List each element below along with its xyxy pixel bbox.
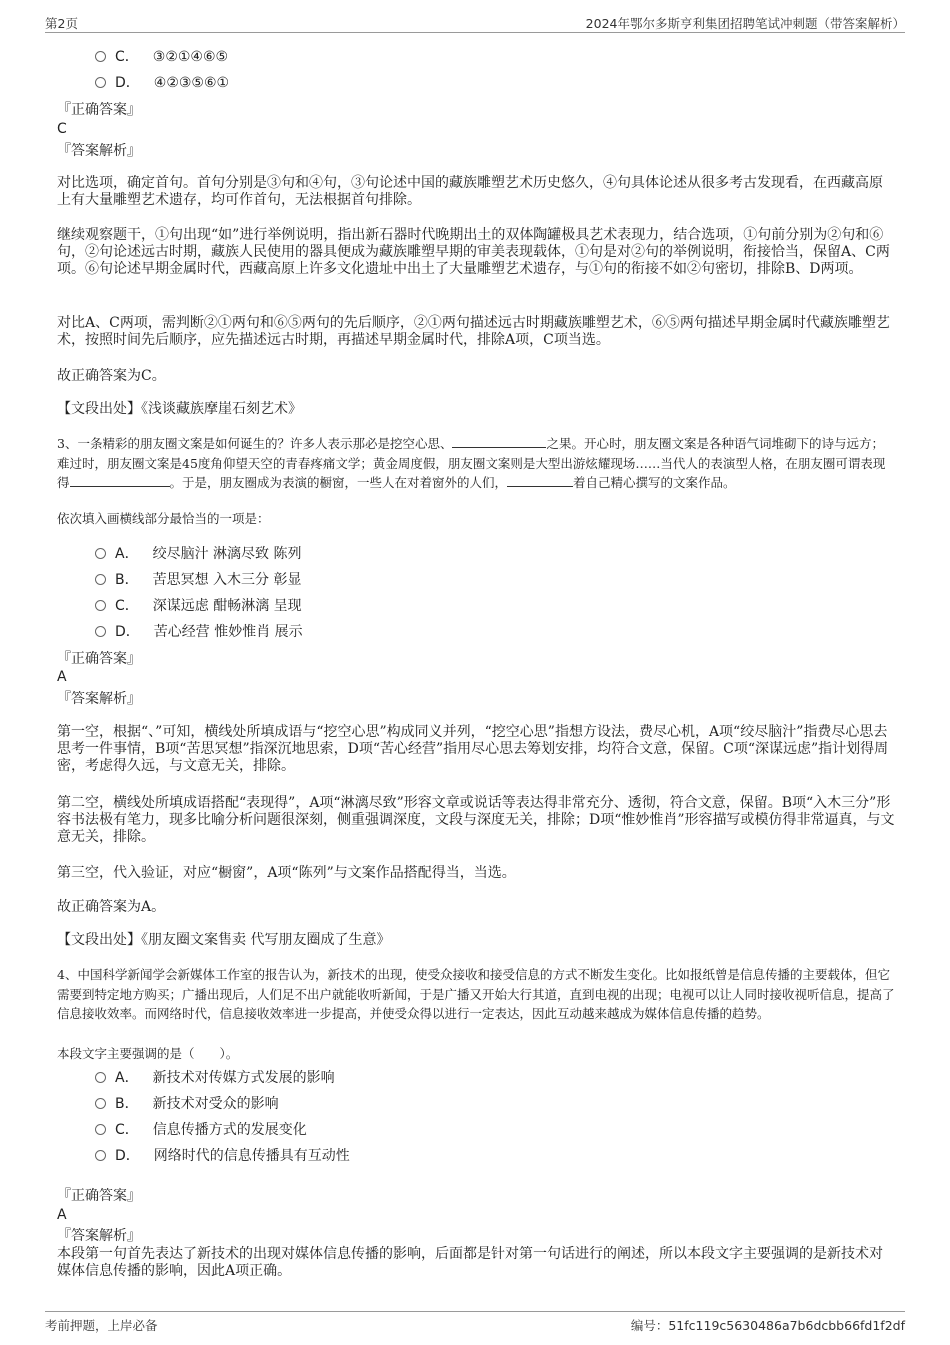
q3-source: 【文段出处】《朋友圈文案售卖 代写朋友圈成了生意》 xyxy=(57,932,391,948)
footer-slogan: 考前押题，上岸必备 xyxy=(45,1318,158,1333)
blank-2 xyxy=(70,474,170,487)
q3-instruction: 依次填入画横线部分最恰当的一项是： xyxy=(57,511,270,526)
q4-stem: 4、中国科学新闻学会新媒体工作室的报告认为，新技术的出现，使受众接收和接受信息的方式不断发生变化。比如报纸曾是信息传播的主要载体，但它需要到特定地方购买；广播出现后，人们足不出户就能收听新闻，于是广播又开始大行其道，直到电视的出现；电视可以让人同时接收视听信息，提高了信息接收效率。而网络时代，信息接收效率进一步提高，并使受众得以进行一定表达，因此互动越来越成为媒体信息传播的趋势。 xyxy=(57,967,895,1021)
option-q4-c[interactable]: C． 信息传播方式的发展变化 xyxy=(95,1120,307,1140)
q4-answer: A xyxy=(57,1207,67,1223)
page-header xyxy=(45,14,905,33)
q2-analysis-label: 『答案解析』 xyxy=(57,143,141,159)
q3-analysis-p4: 故正确答案为A。 xyxy=(57,899,166,915)
radio-icon[interactable] xyxy=(95,574,106,585)
radio-icon[interactable] xyxy=(95,626,106,637)
page-number: 第2页 xyxy=(45,16,78,31)
q3-answer: A xyxy=(57,669,67,685)
q4-question: 本段文字主要强调的是（ ）。 xyxy=(57,1046,239,1061)
blank-1 xyxy=(452,435,546,448)
option-q2-c[interactable]: C． ③②①④⑥⑤ xyxy=(95,47,228,67)
radio-icon[interactable] xyxy=(95,600,106,611)
q2-source: 【文段出处】《浅谈藏族摩崖石刻艺术》 xyxy=(57,401,302,417)
q2-analysis-p3: 对比A、C两项，需判断②①两句和⑥⑤两句的先后顺序，②①两句描述远古时期藏族雕塑艺术，⑥⑤两句描述早期金属时代藏族雕塑艺术，按照时间先后顺序，应先描述远古时期，再描述早期金属时代，排除A项，C项当选。 xyxy=(57,315,890,348)
q3-analysis-label: 『答案解析』 xyxy=(57,691,141,707)
document-title: 2024年鄂尔多斯亨利集团招聘笔试冲刺题（带答案解析） xyxy=(585,16,905,31)
option-q4-a[interactable]: A． 新技术对传媒方式发展的影响 xyxy=(95,1068,335,1088)
blank-3 xyxy=(507,474,573,487)
q3-analysis-p1: 第一空，根据“、”可知，横线处所填成语与“挖空心思”构成同义并列，“挖空心思”指想方设法，费尽心机，A项“绞尽脑汁”指费尽心思去思考一件事情，B项“苦思冥想”指深沉地思索，D项“苦心经营”指用尽心思去筹划安排，均符合文意，保留。C项“深谋远虑”指计划得周密，考虑得久远，与文意无关，排除。 xyxy=(57,724,889,774)
option-q3-a[interactable]: A． 绞尽脑汁 淋漓尽致 陈列 xyxy=(95,544,301,564)
radio-icon[interactable] xyxy=(95,51,106,62)
q2-answer: C xyxy=(57,121,67,137)
radio-icon[interactable] xyxy=(95,1072,106,1083)
q3-answer-label: 『正确答案』 xyxy=(57,651,141,667)
q3-stem: 3、一条精彩的朋友圈文案是如何诞生的？许多人表示那必是挖空心思、 之果。开心时，朋友圈文案是各种语气词堆砌下的诗与远方；难过时，朋友圈文案是45度角仰望天空的青春疼痛文学；黄金周度假，朋友圈文案则是大型出游炫耀现场……当代人的表演型人格，在朋友圈可谓表现得 。于是，朋友圈成为表演的橱窗，一些人在对着窗外的人们， 着自己精心撰写的文案作品。 xyxy=(57,436,886,490)
option-q4-d[interactable]: D． 网络时代的信息传播具有互动性 xyxy=(95,1146,350,1166)
q2-analysis-p2: 继续观察题干，①句出现“如”进行举例说明，指出新石器时代晚期出土的双体陶罐极具艺术表现力，结合选项，①句前分别为②句和⑥句，②句论述远古时期，藏族人民使用的器具便成为藏族雕塑早期的审美表现载体，①句是对②句的举例说明，衔接恰当，保留A、C两项。⑥句论述早期金属时代，西藏高原上许多文化遗址中出土了大量雕塑艺术遗存，与①句的衔接不如②句密切，排除B、D两项。 xyxy=(57,227,890,277)
option-q2-d[interactable]: D． ④②③⑤⑥① xyxy=(95,73,229,93)
page-footer xyxy=(45,1311,905,1334)
q4-analysis: 本段第一句首先表达了新技术的出现对媒体信息传播的影响，后面都是针对第一句话进行的阐述，所以本段文字主要强调的是新技术对媒体信息传播的影响，因此A项正确。 xyxy=(57,1246,883,1279)
radio-icon[interactable] xyxy=(95,77,106,88)
q4-answer-label: 『正确答案』 xyxy=(57,1188,141,1204)
radio-icon[interactable] xyxy=(95,1150,106,1161)
option-q3-c[interactable]: C． 深谋远虑 酣畅淋漓 呈现 xyxy=(95,596,302,616)
q2-answer-label: 『正确答案』 xyxy=(57,102,141,118)
footer-doc-id: 编号：51fc119c5630486a7b6dcbb66fd1f2df xyxy=(630,1318,905,1333)
q4-analysis-label: 『答案解析』 xyxy=(57,1228,141,1244)
option-q3-d[interactable]: D． 苦心经营 惟妙惟肖 展示 xyxy=(95,622,303,642)
option-q4-b[interactable]: B． 新技术对受众的影响 xyxy=(95,1094,279,1114)
option-q3-b[interactable]: B． 苦思冥想 入木三分 彰显 xyxy=(95,570,302,590)
q3-analysis-p3: 第三空，代入验证，对应“橱窗”，A项“陈列”与文案作品搭配得当，当选。 xyxy=(57,865,516,881)
q2-analysis-p1: 对比选项，确定首句。首句分别是③句和④句，③句论述中国的藏族雕塑艺术历史悠久，④句具体论述从很多考古发现看，在西藏高原上有大量雕塑艺术遗存，均可作首句，无法根据首句排除。 xyxy=(57,175,883,208)
q3-analysis-p2: 第二空，横线处所填成语搭配“表现得”，A项“淋漓尽致”形容文章或说话等表达得非常充分、透彻，符合文意，保留。B项“入木三分”形容书法极有笔力，现多比喻分析问题很深刻，侧重强调深度，文段与深度无关，排除；D项“惟妙惟肖”形容描写或模仿得非常逼真，与文意无关，排除。 xyxy=(57,795,895,845)
radio-icon[interactable] xyxy=(95,548,106,559)
radio-icon[interactable] xyxy=(95,1098,106,1109)
radio-icon[interactable] xyxy=(95,1124,106,1135)
q2-analysis-p4: 故正确答案为C。 xyxy=(57,368,166,384)
